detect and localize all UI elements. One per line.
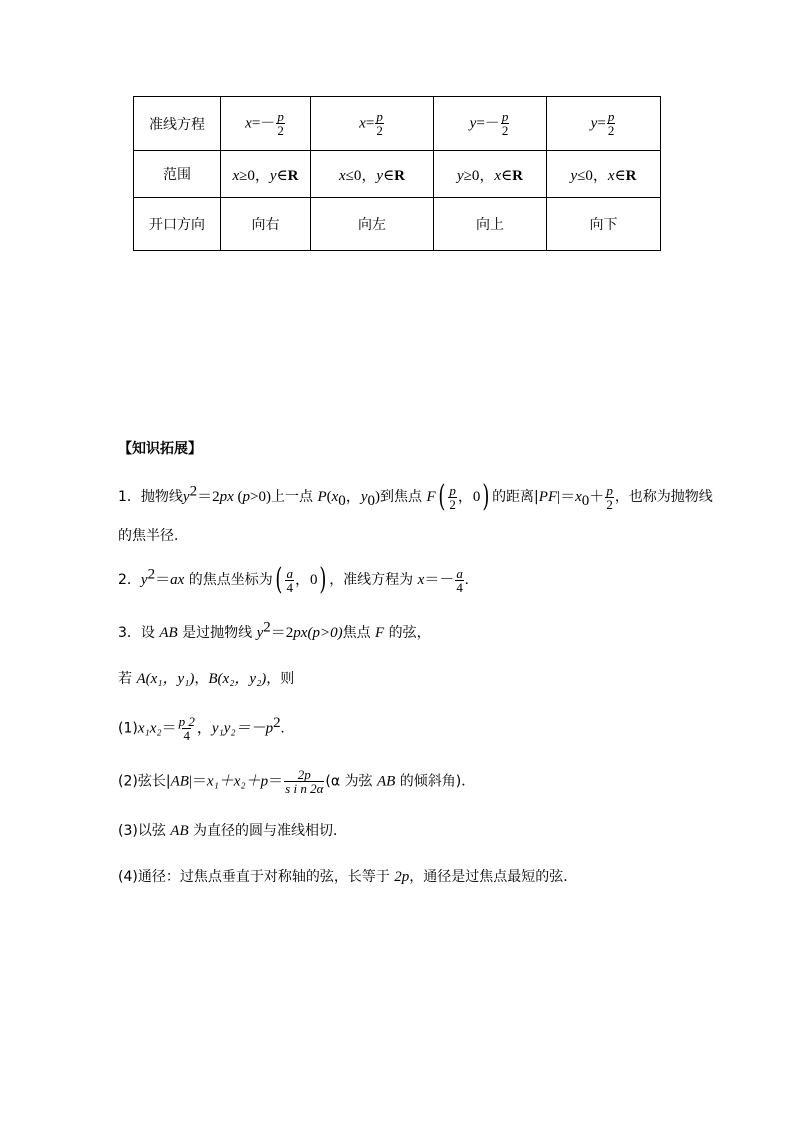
opening-cell-right: 向右 [221,198,311,251]
item-3-points: 若 A(x₁，y₁)，B(x₂，y₂)，则 [118,671,295,687]
section-heading: 【知识拓展】 [118,441,202,457]
row-label-range: 范围 [134,151,221,198]
range-cell-left: x≤0，y∈R [311,151,434,198]
opening-cell-up: 向上 [434,198,547,251]
item-2: 2．$y^2=ax$ 的焦点坐标为( $\frac{a}{4}$ ，0) ，准线方程为 x＝－ $\frac{a}{4}$ . [118,562,469,597]
row-label-directrix: 准线方程 [134,97,221,151]
parabola-properties-table [133,96,661,251]
range-cell-down: y≤0，x∈R [547,151,661,198]
directrix-cell-right: x=－ $\frac{p}{2}$ [221,97,311,151]
item-1-line-1: 1．抛物线$y^2=2px$ (p>0)上一点 $P(x_0$，$y_0$)到焦点 F( $\frac{p}{2}$ ，0) 的距离$|PF|=x_0+$ $\frac{p}{2}$ ，也称为抛物线 [118,479,713,514]
opening-cell-down: 向下 [547,198,661,251]
directrix-cell-left: x= $\frac{p}{2}$ [311,97,434,151]
item-3-sub-4: (4)通径：过焦点垂直于对称轴的弦，长等于 2p，通径是过焦点最短的弦． [118,869,578,885]
row-label-opening: 开口方向 [134,198,221,251]
item-3-sub-1: (1)x₁x₂＝ $\frac{p 2}{4}$ ，$y_1y_2=-p^2$. [118,714,285,743]
directrix-cell-down: y= $\frac{p}{2}$ [547,97,661,151]
range-cell-up: y≥0，x∈R [434,151,547,198]
item-3: 3．设 AB 是过抛物线 $y^2=2px(p>0)$焦点 F 的弦， [118,619,431,641]
item-3-sub-3: (3)以弦 AB 为直径的圆与准线相切． [118,823,348,839]
directrix-cell-up: y=－ $\frac{p}{2}$ [434,97,547,151]
item-3-sub-2: (2)弦长|AB|＝x₁＋x₂＋p＝ $\frac{2p}{\text{s i n 2α}}$ (α 为弦 AB 的倾斜角)． [118,767,476,796]
opening-cell-left: 向左 [311,198,434,251]
item-1-line-2: 的焦半径． [118,528,188,544]
range-cell-right: x≥0，y∈R [221,151,311,198]
